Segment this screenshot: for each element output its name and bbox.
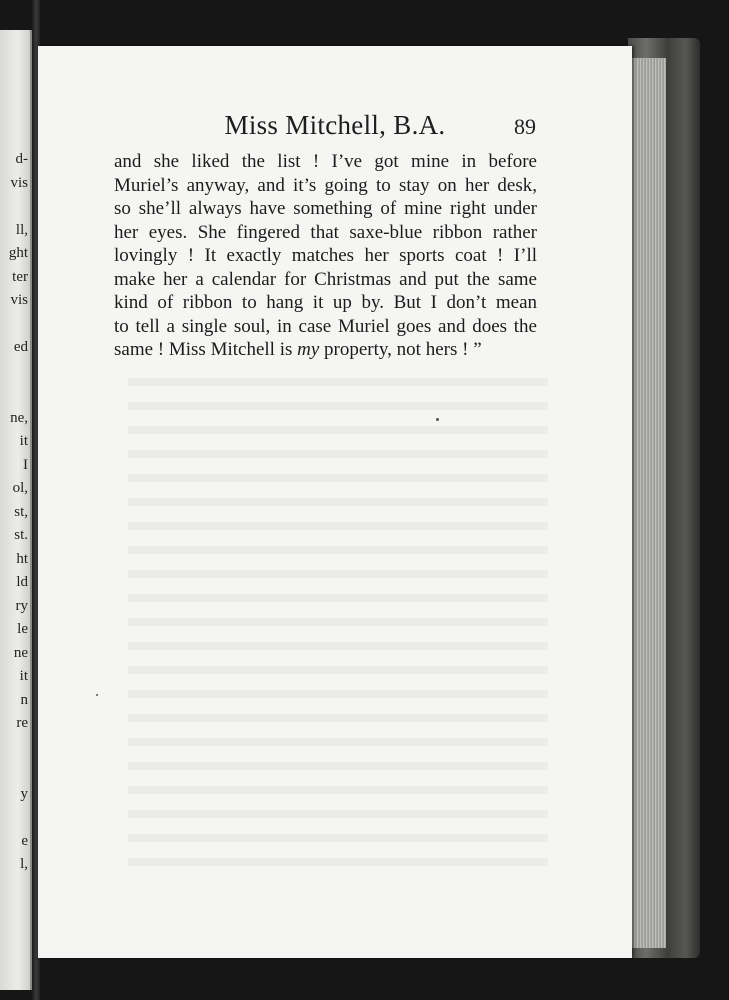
fragment: y: [20, 785, 28, 802]
fragment: [0, 195, 30, 219]
facing-page-edge: [0, 30, 32, 990]
fragment: it: [19, 668, 28, 684]
fragment: n: [20, 691, 28, 708]
fragment: ht: [16, 550, 28, 567]
text-line-final: [114, 338, 537, 362]
fragment: ght: [8, 245, 28, 261]
fragment: ry: [15, 597, 28, 614]
text-line: make her a calendar for Christmas and put the same: [114, 268, 537, 290]
text-line: to tell a single soul, in case Muriel goes and does the: [114, 315, 537, 337]
page-header: [38, 110, 632, 150]
fragment: [0, 360, 30, 384]
paper-speck: [436, 418, 439, 421]
paper-speck: [96, 694, 98, 696]
fragment: d-: [15, 151, 28, 167]
fragment: ll,: [15, 221, 28, 238]
emphasized-word: my: [297, 339, 320, 360]
body-paragraph: [114, 150, 537, 362]
fragment: l,: [20, 856, 28, 872]
fragment: ed: [13, 339, 28, 355]
fragment: st.: [14, 527, 28, 543]
fragment: [0, 736, 30, 760]
fragment: le: [17, 621, 28, 637]
text-line: and she liked the list ! I’ve got mine in before: [114, 151, 537, 172]
fragment: re: [16, 715, 28, 731]
fragment: e: [21, 832, 28, 849]
text-line: so she’ll always have something of mine right under: [114, 198, 537, 219]
fragment: [0, 759, 30, 783]
fragment: ne: [13, 644, 28, 661]
text-line: Muriel’s anyway, and it’s going to stay on her desk,: [114, 174, 537, 196]
fragment: ter: [12, 268, 28, 285]
fragment: vis: [10, 292, 28, 308]
text-segment: property, not hers ! ”: [319, 339, 482, 360]
fragment: [0, 313, 30, 337]
fragment: ne,: [10, 409, 28, 426]
text-segment: same ! Miss Mitchell is: [114, 339, 298, 360]
text-line: her eyes. She fingered that saxe-blue ribbon rather: [114, 221, 537, 243]
text-line: lovingly ! It exactly matches her sports coat ! I’ll: [114, 245, 537, 266]
reverse-page-showthrough: [128, 366, 548, 876]
text-line: kind of ribbon to hang it up by. But I don’t mean: [114, 292, 537, 313]
fragment: st,: [14, 503, 28, 520]
facing-page-text-fragments: [0, 148, 30, 877]
fragment: ld: [16, 574, 28, 590]
book-page: [38, 46, 632, 958]
fragment: [0, 383, 30, 407]
page-stack-edge: [628, 58, 666, 948]
fragment: ol,: [12, 480, 28, 496]
running-head: Miss Mitchell, B.A.: [224, 110, 446, 140]
fragment: I: [23, 456, 28, 473]
fragment: it: [19, 433, 28, 449]
fragment: [0, 806, 30, 830]
fragment: vis: [10, 174, 28, 191]
page-number: 89: [514, 114, 536, 139]
